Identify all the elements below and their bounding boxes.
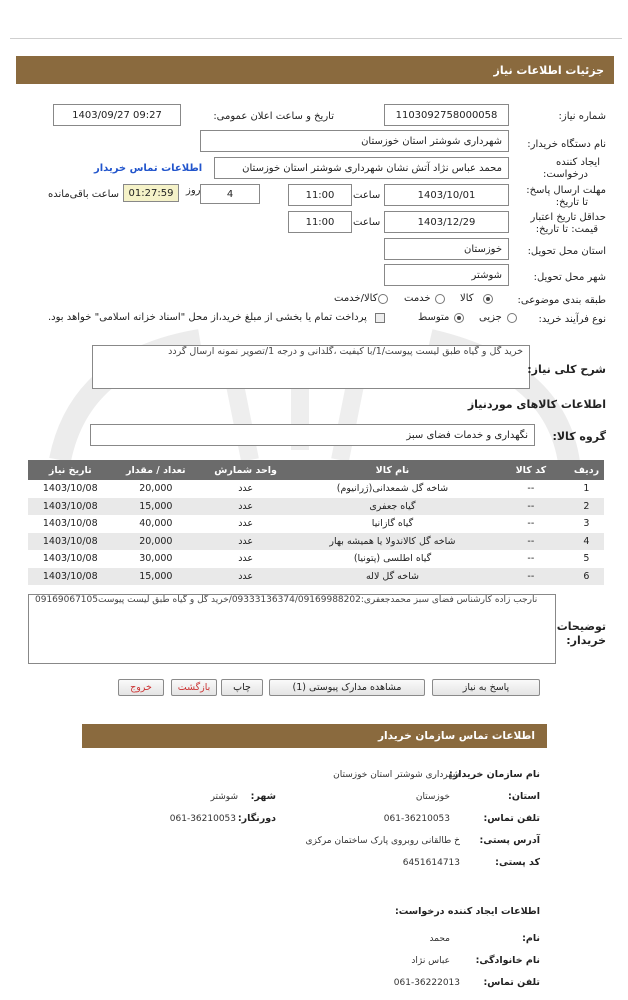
cell-row: 2 — [569, 498, 604, 516]
cell-row: 3 — [569, 515, 604, 533]
contact-city-value: شوشتر — [210, 792, 238, 802]
days-field: 4 — [200, 184, 260, 204]
cell-row: 6 — [569, 568, 604, 586]
goods-group-label: گروه کالا: — [552, 430, 606, 443]
col-name: نام کالا — [292, 460, 493, 480]
goods-section-title: اطلاعات کالاهای موردنیاز — [467, 398, 606, 411]
category-option-both: کالا/خدمت — [334, 293, 378, 304]
top-divider — [10, 38, 622, 39]
contact-header — [82, 724, 547, 748]
col-code: کد کالا — [493, 460, 569, 480]
cell-date: 1403/10/08 — [28, 498, 113, 516]
buyer-contact-link[interactable]: اطلاعات تماس خریدار — [94, 163, 203, 174]
announce-field: 1403/09/27 09:27 — [53, 104, 181, 126]
exit-button[interactable]: خروج — [118, 679, 164, 696]
goods-table-wrap — [28, 460, 604, 585]
creator-phone-value: 061-36222013 — [393, 978, 460, 988]
cell-unit: عدد — [199, 515, 292, 533]
attachments-button[interactable]: مشاهده مدارک پیوستی (1) — [269, 679, 425, 696]
creator-field: محمد عباس نژاد آتش نشان شهرداری شوشتر استان خوزستان — [214, 157, 509, 179]
need-number-field: 1103092758000058 — [384, 104, 509, 126]
buyer-notes-label-2: خریدار: — [566, 634, 606, 647]
contact-org-label: نام سازمان خریدار: — [449, 769, 540, 780]
deadline-time-label: ساعت — [353, 190, 381, 201]
contact-fax-label: دورنگار: — [237, 813, 276, 824]
cell-unit: عدد — [199, 533, 292, 551]
deadline-label: مهلت ارسال پاسخ: — [526, 185, 606, 196]
day-label: روز — [186, 185, 201, 196]
page-title: جزئیات اطلاعات نیاز — [493, 63, 604, 77]
validity-label-2: قیمت: تا تاریخ: — [535, 224, 598, 235]
description-label: شرح کلی نیاز: — [527, 363, 606, 376]
contact-phone-label: تلفن تماس: — [483, 813, 540, 824]
cell-qty: 15,000 — [113, 568, 200, 586]
col-unit: واحد شمارش — [199, 460, 292, 480]
col-qty: تعداد / مقدار — [113, 460, 200, 480]
creator-label: ایجاد کننده — [556, 157, 600, 168]
col-row: ردیف — [569, 460, 604, 480]
process-label: نوع فرآیند خرید: — [538, 314, 606, 325]
need-number-label: شماره نیاز: — [558, 111, 606, 122]
cell-code: -- — [493, 550, 569, 568]
table-row — [28, 550, 604, 568]
cell-date: 1403/10/08 — [28, 480, 113, 498]
process-option-minor: جزیی — [479, 312, 502, 323]
cell-date: 1403/10/08 — [28, 550, 113, 568]
deadline-time-field: 11:00 — [288, 184, 352, 206]
city-label: شهر محل تحویل: — [533, 272, 606, 283]
cell-qty: 40,000 — [113, 515, 200, 533]
cell-name: گیاه جعفری — [292, 498, 493, 516]
remaining-label: ساعت باقی‌مانده — [48, 189, 120, 200]
buyer-org-field: شهرداری شوشتر استان خوزستان — [200, 130, 509, 152]
page-header — [16, 56, 614, 84]
validity-date-field: 1403/12/29 — [384, 211, 509, 233]
cell-unit: عدد — [199, 498, 292, 516]
table-row — [28, 533, 604, 551]
contact-address-value: خ طالقانی روبروی پارک ساختمان مرکزی — [305, 836, 460, 846]
cell-name: گیاه گازانیا — [292, 515, 493, 533]
contact-fax-value: 061-36210053 — [169, 814, 236, 824]
contact-postal-label: کد پستی: — [495, 857, 540, 868]
cell-qty: 20,000 — [113, 533, 200, 551]
process-radio-minor[interactable] — [507, 313, 517, 323]
cell-row: 5 — [569, 550, 604, 568]
process-option-medium: متوسط — [418, 312, 450, 323]
cell-qty: 30,000 — [113, 550, 200, 568]
creator-lastname-value: عباس نژاد — [411, 956, 450, 966]
cell-qty: 20,000 — [113, 480, 200, 498]
province-field: خوزستان — [384, 238, 509, 260]
cell-date: 1403/10/08 — [28, 515, 113, 533]
contact-province-value: خوزستان — [415, 792, 450, 802]
city-field: شوشتر — [384, 264, 509, 286]
cell-date: 1403/10/08 — [28, 568, 113, 586]
creator-info-title: اطلاعات ایجاد کننده درخواست: — [394, 906, 540, 917]
table-row — [28, 515, 604, 533]
announce-label: تاریخ و ساعت اعلان عمومی: — [213, 111, 334, 122]
cell-code: -- — [493, 480, 569, 498]
contact-phone-value: 061-36210053 — [383, 814, 450, 824]
cell-code: -- — [493, 498, 569, 516]
cell-row: 1 — [569, 480, 604, 498]
cell-name: شاخه گل کالاندولا یا همیشه بهار — [292, 533, 493, 551]
table-row — [28, 568, 604, 586]
cell-name: شاخه گل شمعدانی(ژرانیوم) — [292, 480, 493, 498]
goods-table — [28, 460, 604, 585]
back-button[interactable]: بازگشت — [171, 679, 217, 696]
contact-province-label: استان: — [508, 791, 540, 802]
contact-address-label: آدرس پستی: — [479, 835, 540, 846]
cell-date: 1403/10/08 — [28, 533, 113, 551]
buyer-org-label: نام دستگاه خریدار: — [527, 139, 606, 150]
cell-unit: عدد — [199, 568, 292, 586]
contact-org-value: شهرداری شوشتر استان خوزستان — [333, 770, 460, 780]
table-row — [28, 480, 604, 498]
cell-unit: عدد — [199, 550, 292, 568]
col-date: تاریخ نیاز — [28, 460, 113, 480]
goods-table-header — [28, 460, 604, 480]
category-option-goods: کالا — [460, 293, 474, 304]
category-radio-goods[interactable] — [483, 294, 493, 304]
goods-group-field: نگهداری و خدمات فضای سبز — [90, 424, 535, 446]
creator-firstname-label: نام: — [522, 933, 540, 944]
deadline-date-field: 1403/10/01 — [384, 184, 509, 206]
cell-row: 4 — [569, 533, 604, 551]
treasury-note: پرداخت تمام یا بخشی از مبلغ خرید،از محل "اسناد خزانه اسلامی" خواهد بود. — [48, 312, 367, 323]
table-row — [28, 498, 604, 516]
cell-name: گیاه اطلسی (پتونیا) — [292, 550, 493, 568]
validity-time-field: 11:00 — [288, 211, 352, 233]
process-radio-medium[interactable] — [454, 313, 464, 323]
print-button[interactable]: چاپ — [221, 679, 263, 696]
category-radio-service[interactable] — [435, 294, 445, 304]
cell-code: -- — [493, 533, 569, 551]
category-option-service: خدمت — [404, 293, 431, 304]
buyer-notes-label: توضیحات — [556, 620, 606, 633]
cell-code: -- — [493, 515, 569, 533]
cell-qty: 15,000 — [113, 498, 200, 516]
category-label: طبقه بندی موضوعی: — [517, 295, 606, 306]
cell-unit: عدد — [199, 480, 292, 498]
deadline-label-2: تا تاریخ: — [555, 197, 588, 208]
province-label: استان محل تحویل: — [527, 246, 606, 257]
treasury-checkbox[interactable] — [375, 313, 385, 323]
contact-postal-value: 6451614713 — [402, 858, 460, 868]
contact-title: اطلاعات تماس سازمان خریدار — [378, 730, 535, 742]
cell-name: شاخه گل لاله — [292, 568, 493, 586]
contact-city-label: شهر: — [250, 791, 276, 802]
reply-button[interactable]: پاسخ به نیاز — [432, 679, 540, 696]
cell-code: -- — [493, 568, 569, 586]
creator-firstname-value: محمد — [429, 934, 450, 944]
category-radio-both[interactable] — [378, 294, 388, 304]
creator-label-2: درخواست: — [543, 169, 588, 180]
buyer-notes-field: 09169067105نارجب زاده کارشناس فضای سبز محمدجعفری:09333136374/09169988202/خرید گل و گیاه طبق لیست پیوست — [28, 594, 556, 664]
validity-label: حداقل تاریخ اعتبار — [530, 212, 606, 223]
remaining-field: 01:27:59 — [123, 184, 179, 202]
description-field: خرید گل و گیاه طبق لیست پیوست/1/با کیفیت ،گلدانی و درجه 1/تصویر نمونه ارسال گردد — [92, 345, 530, 389]
creator-lastname-label: نام خانوادگی: — [475, 955, 540, 966]
validity-time-label: ساعت — [353, 217, 381, 228]
creator-phone-label: تلفن تماس: — [483, 977, 540, 988]
